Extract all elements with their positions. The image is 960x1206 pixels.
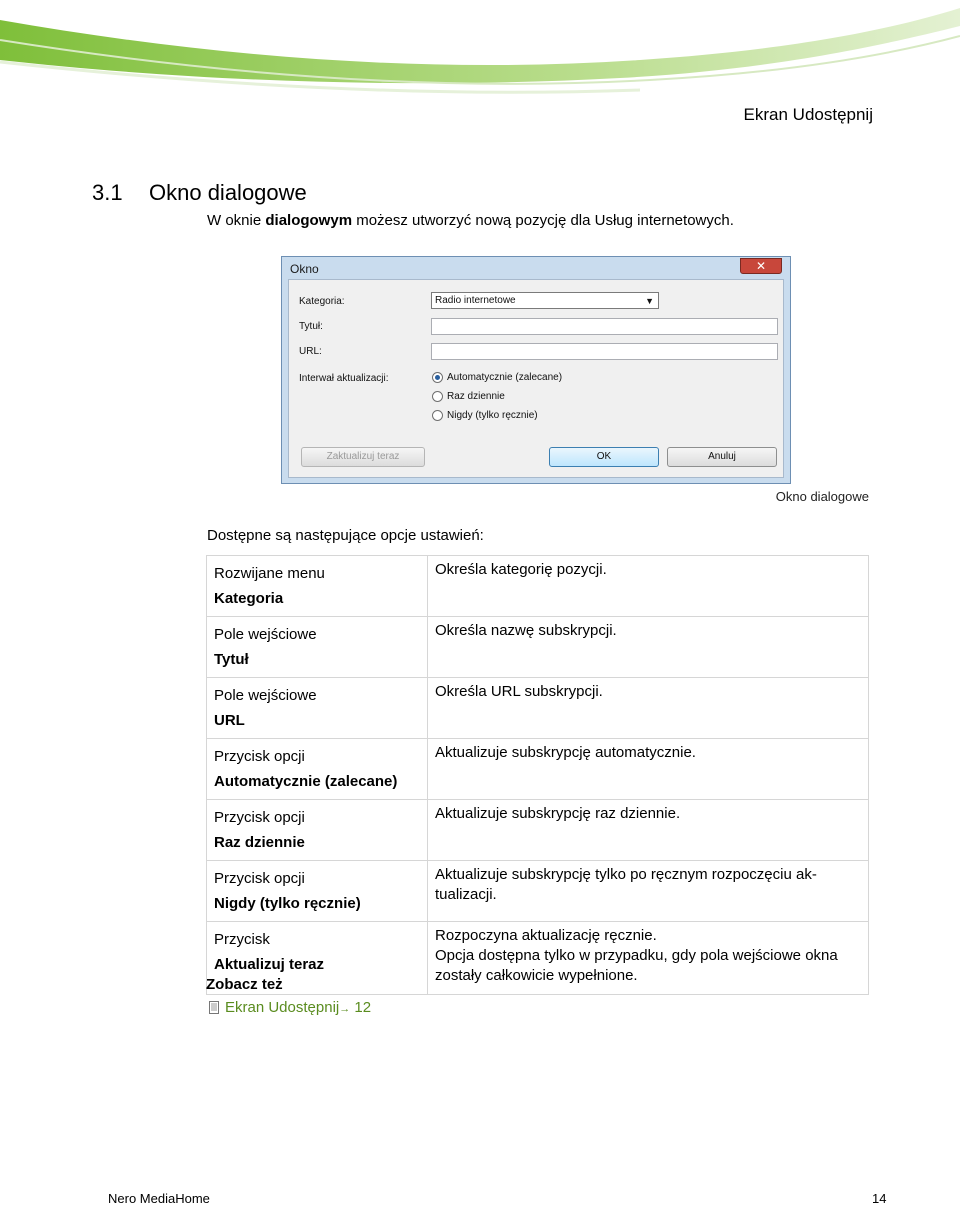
- section-number: 3.1: [92, 180, 123, 205]
- table-row: [207, 739, 869, 800]
- option-type: Przycisk: [214, 931, 270, 948]
- radio-button-icon[interactable]: [432, 410, 443, 421]
- option-type: Pole wejściowe: [214, 687, 317, 704]
- option-name: Kategoria: [214, 590, 284, 607]
- option-cell: [207, 739, 428, 800]
- options-intro: Dostępne są następujące opcje ustawień:: [207, 527, 484, 544]
- interval-label: Interwał aktualizacji:: [299, 373, 389, 384]
- option-type: Pole wejściowe: [214, 626, 317, 643]
- option-type: Przycisk opcji: [214, 748, 305, 765]
- see-also-link-text[interactable]: Ekran Udostępnij: [225, 999, 340, 1016]
- option-description: Aktualizuje subskrypcję automatycznie.: [428, 739, 869, 800]
- cancel-button[interactable]: Anuluj: [667, 447, 777, 467]
- title-label: Tytuł:: [299, 321, 323, 332]
- category-value: Radio internetowe: [435, 295, 516, 306]
- running-header-title: Ekran Udostępnij: [743, 105, 873, 124]
- option-type: Przycisk opcji: [214, 870, 305, 887]
- radio-daily[interactable]: [432, 391, 505, 402]
- intro-text-bold: dialogowym: [265, 212, 353, 229]
- option-description-cell: [428, 922, 869, 995]
- option-cell: [207, 556, 428, 617]
- option-description: Określa nazwę subskrypcji.: [428, 617, 869, 678]
- radio-button-icon[interactable]: [432, 391, 443, 402]
- option-name: Automatycznie (zalecane): [214, 773, 398, 790]
- close-icon[interactable]: ✕: [740, 258, 782, 274]
- chevron-down-icon: ▼: [645, 296, 654, 306]
- intro-text-before: W oknie: [207, 212, 266, 229]
- option-cell: [207, 617, 428, 678]
- section-heading: [92, 180, 307, 206]
- table-row: [207, 556, 869, 617]
- option-description: Aktualizuje subskrypcję tylko po ręcznym rozpoczęciu ak- tualizacji.: [428, 861, 869, 922]
- dialog-body: [288, 279, 784, 478]
- option-name: Aktualizuj teraz: [214, 956, 325, 973]
- dialog-title: Okno: [290, 262, 319, 276]
- options-table: [206, 555, 869, 995]
- option-description: Określa URL subskrypcji.: [428, 678, 869, 739]
- option-cell: [207, 861, 428, 922]
- figure-caption: Okno dialogowe: [775, 489, 869, 504]
- table-row: [207, 861, 869, 922]
- intro-text-after: możesz utworzyć nową pozycję dla Usług internetowych.: [352, 212, 734, 229]
- document-icon: [209, 1001, 219, 1014]
- update-now-button[interactable]: Zaktualizuj teraz: [301, 447, 425, 467]
- table-row: [207, 678, 869, 739]
- option-name: Raz dziennie: [214, 834, 305, 851]
- option-cell: [207, 800, 428, 861]
- category-dropdown[interactable]: [431, 292, 659, 309]
- see-also-page: 12: [354, 999, 372, 1016]
- option-description: Rozpoczyna aktualizację ręcznie.: [435, 927, 657, 944]
- radio-label-automatic: Automatycznie (zalecane): [447, 372, 563, 383]
- option-type: Rozwijane menu: [214, 565, 325, 582]
- option-description: Określa kategorię pozycji.: [428, 556, 869, 617]
- arrow-right-icon: →: [339, 1003, 351, 1015]
- option-type: Przycisk opcji: [214, 809, 305, 826]
- radio-button-icon[interactable]: [432, 372, 443, 383]
- intro-paragraph: [207, 212, 734, 229]
- table-row: [207, 617, 869, 678]
- category-label: Kategoria:: [299, 296, 345, 307]
- section-title: Okno dialogowe: [149, 180, 307, 205]
- radio-never[interactable]: [432, 410, 538, 421]
- option-name: Tytuł: [214, 651, 249, 668]
- option-description: Aktualizuje subskrypcję raz dziennie.: [428, 800, 869, 861]
- see-also-link[interactable]: [209, 999, 371, 1016]
- table-row: [207, 922, 869, 995]
- title-input[interactable]: [431, 318, 778, 335]
- ok-button[interactable]: OK: [549, 447, 659, 467]
- header-swoosh-graphic: [0, 0, 960, 95]
- footer-page-number: 14: [872, 1191, 887, 1206]
- option-name: URL: [214, 712, 245, 729]
- option-name: Nigdy (tylko ręcznie): [214, 895, 361, 912]
- radio-label-never: Nigdy (tylko ręcznie): [447, 410, 538, 421]
- radio-automatic[interactable]: [432, 372, 562, 383]
- radio-label-daily: Raz dziennie: [447, 391, 505, 402]
- url-label: URL:: [299, 346, 322, 357]
- dialog-window: [281, 256, 791, 484]
- table-row: [207, 800, 869, 861]
- see-also-heading: Zobacz też: [206, 976, 283, 993]
- footer-product: Nero MediaHome: [108, 1191, 210, 1206]
- url-input[interactable]: [431, 343, 778, 360]
- option-cell: [207, 678, 428, 739]
- option-note: Opcja dostępna tylko w przypadku, gdy pola wejściowe okna zostały całkowicie wypełnione.: [435, 947, 838, 984]
